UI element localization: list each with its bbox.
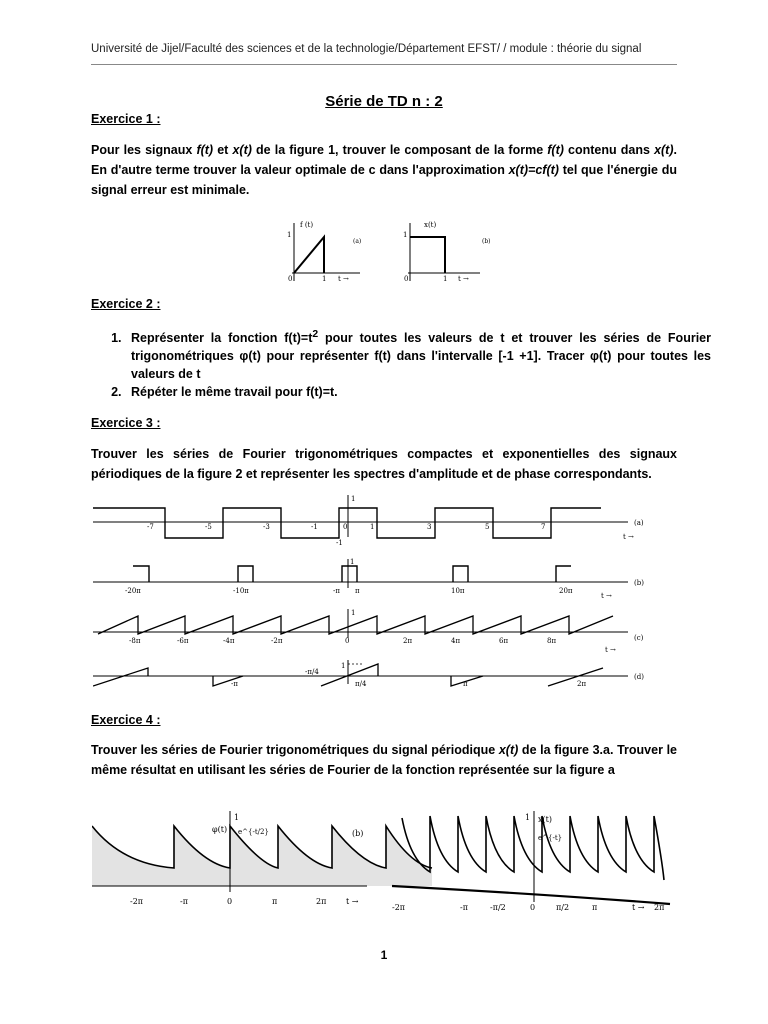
svg-text:8π: 8π [547, 637, 557, 645]
svg-text:π: π [355, 587, 360, 595]
exercise-2-item: 2. Répéter le même travail pour f(t)=t. [125, 383, 711, 401]
figure-1a-plot [292, 223, 360, 281]
exercise-4-heading: Exercice 4 : [91, 713, 161, 727]
svg-text:t →: t → [346, 897, 359, 906]
svg-text:-5: -5 [205, 523, 212, 531]
svg-text:π: π [592, 903, 598, 912]
svg-text:-8π: -8π [129, 637, 141, 645]
svg-text:-6π: -6π [177, 637, 189, 645]
svg-text:-1: -1 [336, 539, 343, 547]
svg-text:-1: -1 [311, 523, 318, 531]
figure-2b-ticks [125, 558, 644, 600]
figure-2a-plot [93, 495, 628, 538]
svg-text:φ(t): φ(t) [212, 825, 228, 834]
svg-text:π: π [463, 680, 468, 688]
svg-text:-π: -π [231, 680, 238, 688]
svg-text:e^{-t/2}: e^{-t/2} [238, 828, 269, 836]
svg-text:t →: t → [632, 903, 645, 912]
svg-text:4π: 4π [451, 637, 461, 645]
svg-text:-π/2: -π/2 [490, 903, 506, 912]
svg-text:(b): (b) [634, 579, 644, 587]
svg-text:(c): (c) [634, 634, 644, 642]
svg-text:t →: t → [458, 275, 469, 283]
svg-text:0: 0 [343, 523, 348, 531]
svg-text:0: 0 [227, 897, 233, 906]
page-header: Université de Jijel/Faculté des sciences et de la technologie/Département EFST/ / module : théorie du signal [91, 43, 642, 55]
svg-text:x(t): x(t) [538, 815, 552, 824]
svg-text:0: 0 [288, 275, 293, 283]
svg-text:1: 1 [351, 495, 356, 503]
svg-text:-π/4: -π/4 [305, 668, 319, 676]
svg-text:2π: 2π [654, 903, 665, 912]
figure-3-right-plot [392, 811, 670, 904]
figure-1 [280, 215, 500, 290]
svg-text:1: 1 [234, 813, 240, 822]
svg-text:1: 1 [322, 275, 327, 283]
svg-text:1: 1 [341, 662, 346, 670]
exercise-3-heading: Exercice 3 : [91, 416, 161, 430]
exercise-4-text: Trouver les séries de Fourier trigonométriques du signal périodique x(t) de la figure 3.a. Trouver le même résultat en utilisant les séries de Fourier de la fonction représentée sur la figure a [91, 743, 677, 777]
exercise-2-item: 1. Représenter la fonction $f(t)=t^2$ pour toutes les valeurs de t et trouver les séries de Fourier trigonométriques φ(t) pour représenter f(t) dans l'intervalle [-1 +1]. Tracer φ(t) pour toutes les valeurs de t [125, 326, 711, 383]
svg-text:t →: t → [601, 592, 612, 600]
figure-1a-label: f (t) [300, 221, 314, 229]
svg-text:e^{-t}: e^{-t} [538, 834, 563, 842]
figure-2 [93, 492, 673, 702]
svg-text:1: 1 [287, 231, 292, 239]
exercise-2-list [91, 326, 711, 401]
header-rule [91, 64, 677, 65]
svg-text:-π: -π [460, 903, 468, 912]
svg-text:6π: 6π [499, 637, 509, 645]
svg-text:0: 0 [345, 637, 350, 645]
svg-text:2π: 2π [316, 897, 327, 906]
svg-text:1: 1 [525, 813, 531, 822]
svg-text:-20π: -20π [125, 587, 141, 595]
svg-text:(d): (d) [634, 673, 644, 681]
exercise-1-heading: Exercice 1 : [91, 112, 161, 126]
svg-text:π: π [272, 897, 278, 906]
figure-1b-plot [408, 223, 480, 281]
svg-text:-π: -π [180, 897, 188, 906]
page-number: 1 [380, 948, 388, 962]
svg-text:t →: t → [623, 533, 634, 541]
svg-text:0: 0 [530, 903, 536, 912]
exercise-3-text: Trouver les séries de Fourier trigonométriques compactes et exponentielles des signaux périodiques de la figure 2 et représenter les spectres d'amplitude et de phase correspondants. [91, 447, 677, 481]
svg-text:π/2: π/2 [556, 903, 570, 912]
svg-text:10π: 10π [451, 587, 465, 595]
svg-text:1: 1 [443, 275, 448, 283]
svg-text:2π: 2π [403, 637, 413, 645]
svg-text:3: 3 [427, 523, 432, 531]
figure-1a-tag: (a) [353, 238, 362, 245]
figure-3-left-plot [92, 811, 432, 892]
figure-1b-tag: (b) [482, 238, 491, 245]
svg-text:t →: t → [338, 275, 349, 283]
exercise-1-text: Pour les signaux f(t) et x(t) de la figure 1, trouver le composant de la forme f(t) contenu dans x(t). En d'autre terme trouver la valeur optimale de c dans l'approximation x(t)=cf(t) tel que l'énergie du signal erreur est minimale. [91, 143, 677, 197]
svg-text:-3: -3 [263, 523, 270, 531]
svg-text:(a): (a) [634, 519, 644, 527]
svg-text:0: 0 [404, 275, 409, 283]
svg-text:π/4: π/4 [355, 680, 367, 688]
figure-1b-label: x(t) [424, 221, 437, 229]
svg-text:2π: 2π [577, 680, 587, 688]
svg-text:1: 1 [350, 558, 355, 566]
svg-text:-2π: -2π [392, 903, 406, 912]
svg-text:1: 1 [351, 609, 356, 617]
svg-text:-10π: -10π [233, 587, 249, 595]
svg-text:5: 5 [485, 523, 490, 531]
document-title: Série de TD n : 2 [325, 93, 443, 110]
svg-text:1: 1 [403, 231, 408, 239]
svg-text:1: 1 [370, 523, 375, 531]
svg-text:(b): (b) [352, 829, 364, 838]
svg-text:-2π: -2π [130, 897, 144, 906]
svg-text:-π: -π [333, 587, 340, 595]
figure-3 [92, 806, 682, 916]
exercise-2-heading: Exercice 2 : [91, 297, 161, 311]
svg-text:t →: t → [605, 646, 616, 654]
figure-2b-plot [93, 559, 628, 588]
figure-2a-ticks [147, 495, 644, 547]
svg-text:7: 7 [541, 523, 546, 531]
figure-2c-plot [93, 609, 628, 638]
svg-text:-2π: -2π [271, 637, 283, 645]
svg-text:20π: 20π [559, 587, 573, 595]
svg-text:-7: -7 [147, 523, 154, 531]
svg-text:-4π: -4π [223, 637, 235, 645]
